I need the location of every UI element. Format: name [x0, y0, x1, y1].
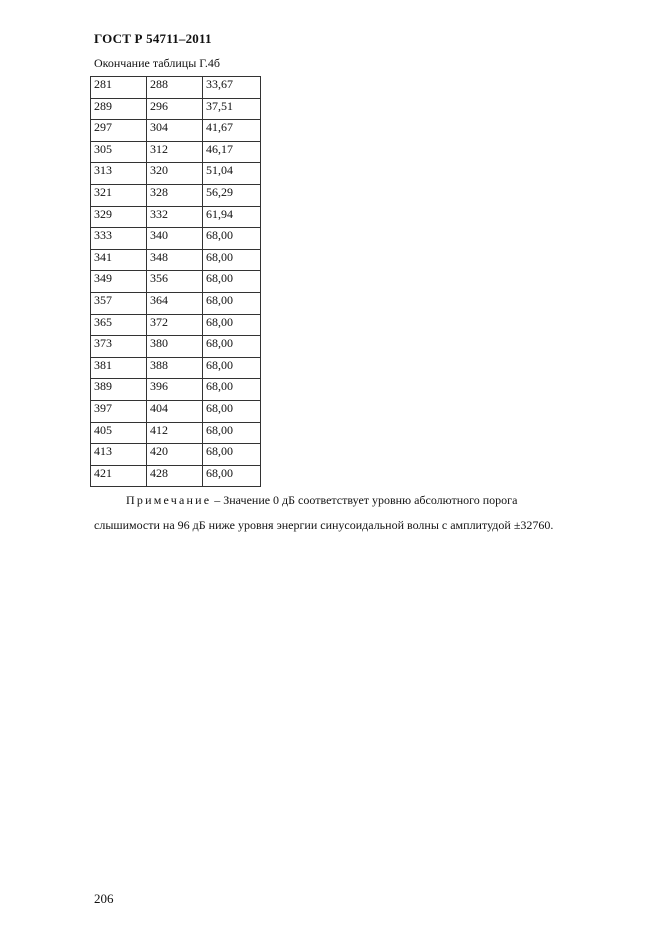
table-cell: 68,00 [203, 336, 261, 358]
table-row [91, 400, 261, 422]
table-cell: 312 [147, 141, 203, 163]
table-cell: 68,00 [203, 465, 261, 487]
table-row [91, 444, 261, 466]
document-header: ГОСТ Р 54711–2011 [94, 31, 212, 46]
table-cell: 288 [147, 77, 203, 99]
table-cell: 329 [91, 206, 147, 228]
table-cell: 412 [147, 422, 203, 444]
table-row [91, 336, 261, 358]
table-row [91, 249, 261, 271]
table-cell: 372 [147, 314, 203, 336]
table-cell: 348 [147, 249, 203, 271]
table-cell: 305 [91, 141, 147, 163]
table-cell: 341 [91, 249, 147, 271]
table-cell: 68,00 [203, 228, 261, 250]
table-cell: 349 [91, 271, 147, 293]
table-cell: 364 [147, 292, 203, 314]
table-caption: Окончание таблицы Г.4б [94, 56, 220, 70]
table-row [91, 357, 261, 379]
table-cell: 68,00 [203, 444, 261, 466]
table-row [91, 184, 261, 206]
table-cell: 356 [147, 271, 203, 293]
note-line-1 [94, 488, 614, 513]
table-row [91, 77, 261, 99]
data-table [90, 76, 261, 487]
table-cell: 340 [147, 228, 203, 250]
table-cell: 37,51 [203, 98, 261, 120]
table-cell: 396 [147, 379, 203, 401]
note-text-1: – Значение 0 дБ соответствует уровню абсолютного порога [211, 493, 518, 507]
page-number: 206 [94, 891, 114, 906]
table-cell: 68,00 [203, 357, 261, 379]
table-cell: 68,00 [203, 400, 261, 422]
table-cell: 381 [91, 357, 147, 379]
table-cell: 313 [91, 163, 147, 185]
table-cell: 296 [147, 98, 203, 120]
table-row [91, 379, 261, 401]
table-cell: 365 [91, 314, 147, 336]
table-cell: 357 [91, 292, 147, 314]
table-cell: 289 [91, 98, 147, 120]
table-cell: 332 [147, 206, 203, 228]
table-cell: 41,67 [203, 120, 261, 142]
table-cell: 68,00 [203, 314, 261, 336]
table-row [91, 422, 261, 444]
table-cell: 389 [91, 379, 147, 401]
note-line-2: слышимости на 96 дБ ниже уровня энергии синусоидальной волны с амплитудой ±32760. [94, 518, 554, 532]
table-cell: 328 [147, 184, 203, 206]
table-cell: 420 [147, 444, 203, 466]
table-cell: 68,00 [203, 271, 261, 293]
table-cell: 320 [147, 163, 203, 185]
table-row [91, 163, 261, 185]
table-cell: 304 [147, 120, 203, 142]
table-cell: 405 [91, 422, 147, 444]
table-cell: 373 [91, 336, 147, 358]
table-body [91, 77, 261, 487]
table-cell: 321 [91, 184, 147, 206]
table-row [91, 292, 261, 314]
table-cell: 413 [91, 444, 147, 466]
table-cell: 68,00 [203, 379, 261, 401]
table-row [91, 206, 261, 228]
table-cell: 297 [91, 120, 147, 142]
table-cell: 404 [147, 400, 203, 422]
table-cell: 56,29 [203, 184, 261, 206]
table-cell: 428 [147, 465, 203, 487]
table-cell: 68,00 [203, 292, 261, 314]
table-cell: 51,04 [203, 163, 261, 185]
table-cell: 421 [91, 465, 147, 487]
table-cell: 33,67 [203, 77, 261, 99]
table-row [91, 271, 261, 293]
table-cell: 61,94 [203, 206, 261, 228]
table-cell: 388 [147, 357, 203, 379]
note [94, 488, 614, 538]
table-row [91, 228, 261, 250]
table-row [91, 120, 261, 142]
table-cell: 68,00 [203, 422, 261, 444]
note-label: Примечание [126, 493, 212, 507]
table-row [91, 465, 261, 487]
table-cell: 46,17 [203, 141, 261, 163]
table-row [91, 314, 261, 336]
table-cell: 380 [147, 336, 203, 358]
table-cell: 397 [91, 400, 147, 422]
table-cell: 281 [91, 77, 147, 99]
table-row [91, 98, 261, 120]
table-cell: 333 [91, 228, 147, 250]
table-cell: 68,00 [203, 249, 261, 271]
table-row [91, 141, 261, 163]
